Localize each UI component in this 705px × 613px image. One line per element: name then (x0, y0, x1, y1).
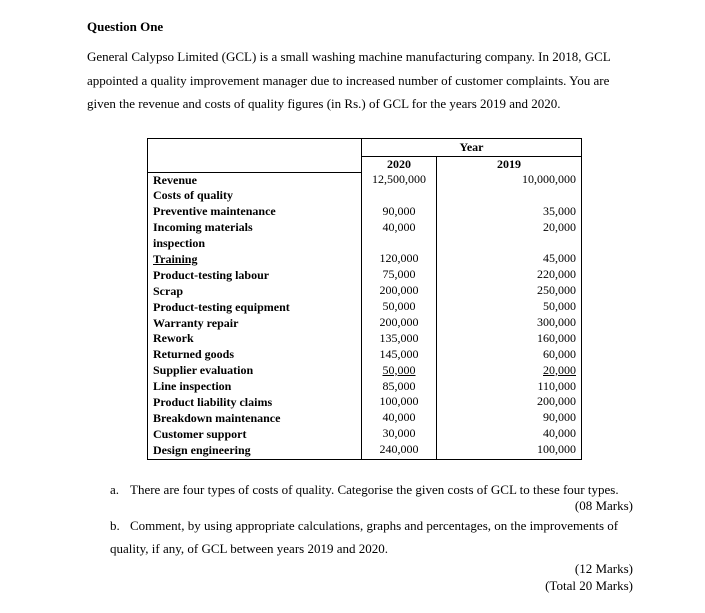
value-2019: 20,000 (543, 219, 576, 234)
value-2020: 90,000 (382, 203, 416, 218)
table-column-header-row (148, 156, 582, 172)
value-2020: 75,000 (382, 267, 416, 282)
part-b-text: Comment, by using appropriate calculations, graphs and percentages, on the improvements of quality, if any, of GCL between years 2019 and 2020. (110, 518, 619, 556)
column-header-2019 (437, 156, 582, 172)
part-a (110, 482, 635, 498)
value-2019: 300,000 (537, 315, 576, 330)
revenue-2019: 10,000,000 (522, 172, 576, 186)
value-2020: 120,000 (379, 251, 419, 266)
row-label: Product-testing labour (153, 267, 270, 282)
part-a-text: There are four types of costs of quality. Categorise the given costs of GCL to these four types. (130, 482, 619, 497)
row-label: Scrap (153, 283, 183, 298)
row-label: Returned goods (153, 347, 235, 362)
row-label: Product-testing equipment (153, 299, 290, 314)
value-2019: 90,000 (543, 410, 576, 425)
value-2019: 50,000 (543, 299, 576, 314)
row-label: Product liability claims (153, 394, 273, 409)
row-labels-cell (148, 172, 362, 459)
value-2020: 30,000 (382, 426, 416, 441)
value-2020: 100,000 (379, 394, 419, 409)
row-label: Supplier evaluation (153, 363, 254, 378)
table-blank-cell (148, 156, 362, 172)
value-2019: 200,000 (537, 394, 576, 409)
blank-line (367, 188, 431, 204)
total-marks: (Total 20 Marks) (545, 578, 633, 593)
row-label: Incoming materials inspection (153, 220, 253, 250)
value-2020: 240,000 (379, 442, 419, 457)
year-header: Year (362, 139, 582, 157)
value-2020: 40,000 (382, 410, 416, 425)
column-header-2020 (362, 156, 437, 172)
value-2019: 20,000 (543, 362, 576, 377)
table-body-row (148, 172, 582, 459)
column-header-2020-label: 2020 (387, 156, 411, 171)
value-2020: 135,000 (379, 330, 419, 345)
value-2019: 100,000 (537, 442, 576, 457)
revenue-2020: 12,500,000 (372, 172, 426, 186)
row-label: Customer support (153, 426, 247, 441)
value-2020: 85,000 (382, 378, 416, 393)
value-2020: 200,000 (379, 283, 419, 298)
question-intro: General Calypso Limited (GCL) is a small washing machine manufacturing company. In 2018, GCL appointed a quality improvement manager due to increased number of customer complaints. You are given the revenue and costs of quality figures (in Rs.) of GCL for the years 2019 and 2020. (87, 49, 611, 111)
quality-costs-table (147, 138, 582, 460)
part-b-marker: b. (110, 518, 120, 533)
value-2020: 50,000 (382, 362, 416, 377)
row-label: Rework (153, 331, 194, 346)
row-label: Preventive maintenance (153, 204, 276, 219)
blank-line (442, 188, 576, 204)
part-b-marks: (12 Marks) (574, 561, 633, 576)
value-2019: 40,000 (543, 426, 576, 441)
value-2020: 200,000 (379, 315, 419, 330)
values-2019-cell (437, 172, 582, 459)
value-2019: 60,000 (543, 346, 576, 361)
value-2019: 35,000 (543, 203, 576, 218)
question-heading: Question One (87, 19, 164, 34)
part-a-marker: a. (110, 482, 120, 497)
value-2019: 250,000 (537, 283, 576, 298)
row-label: Breakdown maintenance (153, 410, 281, 425)
value-2019: 160,000 (537, 330, 576, 345)
row-label: Design engineering (153, 442, 251, 457)
column-header-2019-label: 2019 (497, 156, 521, 171)
row-label-revenue: Revenue (153, 172, 197, 187)
row-label: Training (153, 251, 198, 266)
value-2020: 40,000 (382, 219, 416, 234)
value-2019: 220,000 (537, 267, 576, 282)
value-2020: 50,000 (382, 299, 416, 314)
table-corner-cell (148, 139, 362, 157)
value-2019: 110,000 (537, 378, 576, 393)
part-b (110, 514, 635, 560)
row-label: Warranty repair (153, 315, 239, 330)
values-2020-cell (362, 172, 437, 459)
table-year-header-row (148, 139, 582, 157)
value-2019: 45,000 (543, 251, 576, 266)
row-label-costs-of-quality: Costs of quality (153, 188, 234, 203)
row-label: Line inspection (153, 379, 232, 394)
part-a-marks: (08 Marks) (574, 498, 633, 513)
value-2020: 145,000 (379, 346, 419, 361)
